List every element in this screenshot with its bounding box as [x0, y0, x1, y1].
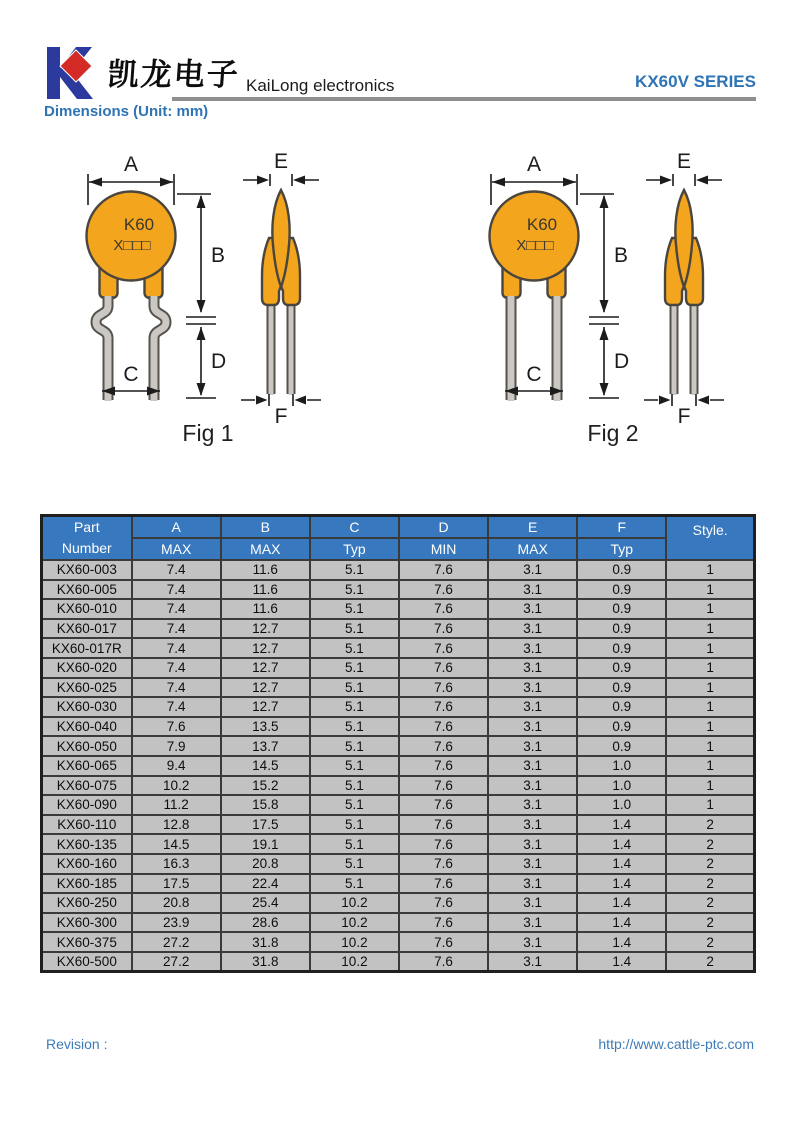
dimension-d [589, 327, 629, 398]
dimension-cell: 7.6 [132, 717, 221, 737]
dimension-cell: 3.1 [488, 952, 577, 972]
dimension-cell: 27.2 [132, 932, 221, 952]
column-header-part-number [42, 516, 132, 561]
dimension-cell: 2 [666, 854, 754, 874]
dimension-cell: 3.1 [488, 736, 577, 756]
dimension-cell: 1.0 [577, 795, 666, 815]
dimension-cell: 27.2 [132, 952, 221, 972]
table-row [42, 893, 755, 913]
dimension-cell: 7.6 [399, 932, 488, 952]
dimension-cell: 14.5 [132, 834, 221, 854]
part-label: Part [73, 519, 100, 535]
dimension-cell: 7.4 [132, 697, 221, 717]
dimension-cell: 23.9 [132, 913, 221, 933]
dimension-e [646, 150, 722, 186]
dimension-cell: 1.0 [577, 776, 666, 796]
dimension-cell: 0.9 [577, 580, 666, 600]
dimension-cell: 0.9 [577, 678, 666, 698]
dimension-cell: 5.1 [310, 619, 399, 639]
dimension-cell: 7.6 [399, 893, 488, 913]
table-body [42, 560, 755, 971]
dimension-cell: 19.1 [221, 834, 310, 854]
part-number-cell: KX60-090 [42, 795, 132, 815]
part-number-cell: KX60-185 [42, 874, 132, 894]
column-header-f: F [577, 516, 666, 538]
dimension-cell: 7.9 [132, 736, 221, 756]
dimension-cell: 7.4 [132, 580, 221, 600]
column-header-a: A [132, 516, 221, 538]
dimension-cell: 3.1 [488, 658, 577, 678]
dimension-cell: 12.7 [221, 697, 310, 717]
dimension-cell: 12.7 [221, 638, 310, 658]
dim-label-f: F [677, 405, 691, 428]
part-number-cell: KX60-003 [42, 560, 132, 580]
dimension-cell: 2 [666, 913, 754, 933]
dimension-cell: 12.7 [221, 678, 310, 698]
dimension-cell: 17.5 [221, 815, 310, 835]
dimension-cell: 7.4 [132, 619, 221, 639]
part-number-cell: KX60-375 [42, 932, 132, 952]
section-title: Dimensions (Unit: mm) [44, 103, 209, 120]
dimension-cell: 3.1 [488, 756, 577, 776]
dimension-cell: 13.5 [221, 717, 310, 737]
dimension-cell: 5.1 [310, 815, 399, 835]
part-number-cell: KX60-160 [42, 854, 132, 874]
dimension-cell: 10.2 [132, 776, 221, 796]
part-number-cell: KX60-005 [42, 580, 132, 600]
header-divider [172, 97, 756, 101]
dimension-cell: 7.4 [132, 638, 221, 658]
dimension-cell: 7.6 [399, 874, 488, 894]
dimension-cell: 3.1 [488, 678, 577, 698]
dimension-cell: 5.1 [310, 795, 399, 815]
side-leads [271, 302, 291, 395]
dimension-cell: 20.8 [221, 854, 310, 874]
dimension-cell: 0.9 [577, 619, 666, 639]
brand-name-english: KaiLong electronics [246, 76, 395, 95]
table-row [42, 834, 755, 854]
series-title: KX60V SERIES [635, 72, 756, 91]
column-header-b: B [221, 516, 310, 538]
brand-name-chinese: 凯龙电子 [106, 57, 242, 93]
dimensions-table [40, 514, 756, 973]
dimension-cell: 1 [666, 678, 754, 698]
dimension-cell: 22.4 [221, 874, 310, 894]
dimension-cell: 3.1 [488, 913, 577, 933]
dimension-cell: 7.6 [399, 952, 488, 972]
dimension-cell: 1.4 [577, 815, 666, 835]
table-row [42, 952, 755, 972]
dim-label-a: A [123, 153, 139, 176]
dimension-cell: 5.1 [310, 834, 399, 854]
figure-caption: Fig 1 [182, 420, 234, 446]
dim-label-b: B [614, 244, 629, 267]
dimension-cell: 5.1 [310, 638, 399, 658]
dimension-cell: 0.9 [577, 560, 666, 580]
dim-label-d: D [614, 350, 630, 373]
dimension-cell: 7.6 [399, 795, 488, 815]
kailong-logo-icon [42, 44, 104, 102]
column-header-d: D [399, 516, 488, 538]
revision-label: Revision : [46, 1036, 108, 1052]
disc-marking-line1: K60 [123, 215, 155, 234]
dimension-cell: 3.1 [488, 795, 577, 815]
dimension-cell: 1.4 [577, 932, 666, 952]
dimension-cell: 1 [666, 599, 754, 619]
dimension-cell: 12.7 [221, 619, 310, 639]
dimension-cell: 7.6 [399, 815, 488, 835]
dimension-cell: 7.4 [132, 658, 221, 678]
dimension-cell: 1 [666, 736, 754, 756]
column-header-style: Style. [666, 516, 754, 561]
dimension-cell: 3.1 [488, 932, 577, 952]
dimension-cell: 31.8 [221, 932, 310, 952]
part-number-cell: KX60-500 [42, 952, 132, 972]
dimension-cell: 7.6 [399, 580, 488, 600]
part-number-cell: KX60-010 [42, 599, 132, 619]
page-header [42, 44, 756, 102]
part-number-cell: KX60-135 [42, 834, 132, 854]
dimension-cell: 7.6 [399, 678, 488, 698]
part-number-cell: KX60-040 [42, 717, 132, 737]
table-row [42, 560, 755, 580]
part-number-cell: KX60-017 [42, 619, 132, 639]
table-row [42, 599, 755, 619]
column-header-e: E [488, 516, 577, 538]
dimension-cell: 1 [666, 658, 754, 678]
dimension-cell: 3.1 [488, 776, 577, 796]
dimension-cell: 5.1 [310, 599, 399, 619]
dim-label-c: C [123, 363, 139, 386]
dimension-cell: 7.6 [399, 834, 488, 854]
dimension-cell: 5.1 [310, 697, 399, 717]
side-view [665, 190, 703, 395]
dimension-cell: 11.6 [221, 580, 310, 600]
dimension-cell: 1.4 [577, 952, 666, 972]
spec-header-c: Typ [310, 538, 399, 560]
dimension-cell: 7.4 [132, 678, 221, 698]
dimension-cell: 1.4 [577, 874, 666, 894]
dimension-d [186, 327, 226, 398]
table-row [42, 932, 755, 952]
page-footer [46, 1036, 754, 1052]
dimension-cell: 1.4 [577, 893, 666, 913]
dimension-cell: 3.1 [488, 599, 577, 619]
dimension-cell: 0.9 [577, 638, 666, 658]
table-row [42, 678, 755, 698]
dimension-cell: 2 [666, 874, 754, 894]
dimension-cell: 7.6 [399, 638, 488, 658]
part-number-cell: KX60-030 [42, 697, 132, 717]
dimensions-table-container [40, 514, 756, 973]
part-number-cell: KX60-250 [42, 893, 132, 913]
dimension-cell: 25.4 [221, 893, 310, 913]
dimension-cell: 1.4 [577, 913, 666, 933]
dimension-cell: 3.1 [488, 638, 577, 658]
table-row [42, 638, 755, 658]
dimension-cell: 7.6 [399, 619, 488, 639]
part-number-cell: KX60-050 [42, 736, 132, 756]
dimension-cell: 1 [666, 580, 754, 600]
spec-header-a: MAX [132, 538, 221, 560]
disc-body [87, 192, 176, 281]
spec-header-d: MIN [399, 538, 488, 560]
dimension-cell: 3.1 [488, 697, 577, 717]
dimension-cell: 7.4 [132, 560, 221, 580]
dimension-cell: 5.1 [310, 580, 399, 600]
dim-label-c: C [526, 363, 542, 386]
dimension-cell: 3.1 [488, 834, 577, 854]
dimension-cell: 1 [666, 795, 754, 815]
dimension-cell: 13.7 [221, 736, 310, 756]
table-row [42, 776, 755, 796]
dimension-cell: 7.6 [399, 599, 488, 619]
table-row [42, 619, 755, 639]
dimension-f [241, 394, 321, 428]
dimension-cell: 2 [666, 952, 754, 972]
table-row [42, 736, 755, 756]
figure-caption: Fig 2 [587, 420, 639, 446]
dimension-cell: 5.1 [310, 717, 399, 737]
part-number-cell: KX60-020 [42, 658, 132, 678]
dimension-cell: 3.1 [488, 854, 577, 874]
dimension-cell: 0.9 [577, 697, 666, 717]
table-row [42, 913, 755, 933]
dim-label-a: A [526, 153, 542, 176]
dimension-cell: 10.2 [310, 952, 399, 972]
dimension-cell: 2 [666, 834, 754, 854]
dimension-cell: 3.1 [488, 717, 577, 737]
dimension-cell: 1 [666, 697, 754, 717]
dimension-cell: 3.1 [488, 580, 577, 600]
dimension-cell: 0.9 [577, 658, 666, 678]
dimension-cell: 7.6 [399, 776, 488, 796]
dimension-cell: 16.3 [132, 854, 221, 874]
table-row [42, 756, 755, 776]
spec-header-f: Typ [577, 538, 666, 560]
dimension-cell: 20.8 [132, 893, 221, 913]
dimension-cell: 7.6 [399, 854, 488, 874]
dimension-cell: 28.6 [221, 913, 310, 933]
disc-marking-line1: K60 [526, 215, 558, 234]
spec-header-b: MAX [221, 538, 310, 560]
table-row [42, 697, 755, 717]
dimension-cell: 1 [666, 717, 754, 737]
table-row [42, 795, 755, 815]
disc-marking-line2: X□□□ [113, 237, 151, 254]
dimension-cell: 7.6 [399, 913, 488, 933]
dimension-cell: 7.6 [399, 658, 488, 678]
part-number-cell: KX60-300 [42, 913, 132, 933]
table-row [42, 854, 755, 874]
dimension-cell: 1 [666, 638, 754, 658]
figure-2-drawing [458, 150, 763, 455]
dimension-cell: 1 [666, 619, 754, 639]
table-row [42, 717, 755, 737]
part-number-cell: KX60-075 [42, 776, 132, 796]
dimension-cell: 3.1 [488, 815, 577, 835]
dimension-cell: 1 [666, 756, 754, 776]
part-number-cell: KX60-065 [42, 756, 132, 776]
dim-label-b: B [211, 244, 226, 267]
dimension-cell: 7.6 [399, 697, 488, 717]
dimension-cell: 2 [666, 932, 754, 952]
table-row [42, 874, 755, 894]
website-link[interactable]: http://www.cattle-ptc.com [598, 1036, 754, 1052]
side-view [262, 190, 300, 395]
dimension-cell: 17.5 [132, 874, 221, 894]
dimension-cell: 1 [666, 560, 754, 580]
dimension-cell: 5.1 [310, 736, 399, 756]
dimension-cell: 3.1 [488, 874, 577, 894]
table-row [42, 658, 755, 678]
dimension-cell: 31.8 [221, 952, 310, 972]
dimension-cell: 5.1 [310, 560, 399, 580]
dimension-cell: 11.6 [221, 599, 310, 619]
dimension-cell: 1.4 [577, 834, 666, 854]
dimension-cell: 12.7 [221, 658, 310, 678]
table-row [42, 815, 755, 835]
dimension-cell: 7.6 [399, 560, 488, 580]
dimension-cell: 10.2 [310, 932, 399, 952]
dimension-cell: 5.1 [310, 776, 399, 796]
dimension-cell: 3.1 [488, 619, 577, 639]
number-label: Number [61, 540, 112, 556]
dimension-cell: 1.0 [577, 756, 666, 776]
dimension-cell: 10.2 [310, 913, 399, 933]
dimension-e [243, 150, 319, 186]
spec-header-e: MAX [488, 538, 577, 560]
dimension-cell: 0.9 [577, 599, 666, 619]
dimension-cell: 9.4 [132, 756, 221, 776]
dimension-cell: 0.9 [577, 717, 666, 737]
column-header-c: C [310, 516, 399, 538]
side-leads [674, 302, 694, 395]
dimension-cell: 5.1 [310, 658, 399, 678]
dimension-cell: 1.4 [577, 854, 666, 874]
dimension-cell: 7.6 [399, 717, 488, 737]
table-row [42, 580, 755, 600]
dimension-cell: 7.4 [132, 599, 221, 619]
dimension-cell: 2 [666, 893, 754, 913]
dimension-cell: 5.1 [310, 874, 399, 894]
dimension-b [580, 194, 628, 324]
dim-label-e: E [273, 150, 289, 173]
dimension-cell: 12.8 [132, 815, 221, 835]
dim-label-f: F [274, 405, 288, 428]
dimension-cell: 7.6 [399, 756, 488, 776]
table-header-row [42, 516, 755, 538]
dimension-cell: 5.1 [310, 854, 399, 874]
dimension-cell: 7.6 [399, 736, 488, 756]
dimension-cell: 1 [666, 776, 754, 796]
part-number-cell: KX60-110 [42, 815, 132, 835]
part-number-cell: KX60-025 [42, 678, 132, 698]
dimension-cell: 2 [666, 815, 754, 835]
dimension-cell: 15.2 [221, 776, 310, 796]
disc-body [490, 192, 579, 281]
dimension-cell: 14.5 [221, 756, 310, 776]
part-number-cell: KX60-017R [42, 638, 132, 658]
dimension-cell: 0.9 [577, 736, 666, 756]
dimension-cell: 5.1 [310, 756, 399, 776]
dimension-cell: 15.8 [221, 795, 310, 815]
dimension-cell: 11.2 [132, 795, 221, 815]
dimension-f [644, 394, 724, 428]
figure-1-drawing [55, 150, 360, 455]
dimension-cell: 11.6 [221, 560, 310, 580]
dimension-b [177, 194, 225, 324]
dimension-cell: 3.1 [488, 560, 577, 580]
disc-marking-line2: X□□□ [516, 237, 554, 254]
dimension-cell: 3.1 [488, 893, 577, 913]
dim-label-d: D [211, 350, 227, 373]
dimension-cell: 5.1 [310, 678, 399, 698]
dimension-cell: 10.2 [310, 893, 399, 913]
dim-label-e: E [676, 150, 692, 173]
table-subheader-row [42, 538, 755, 560]
